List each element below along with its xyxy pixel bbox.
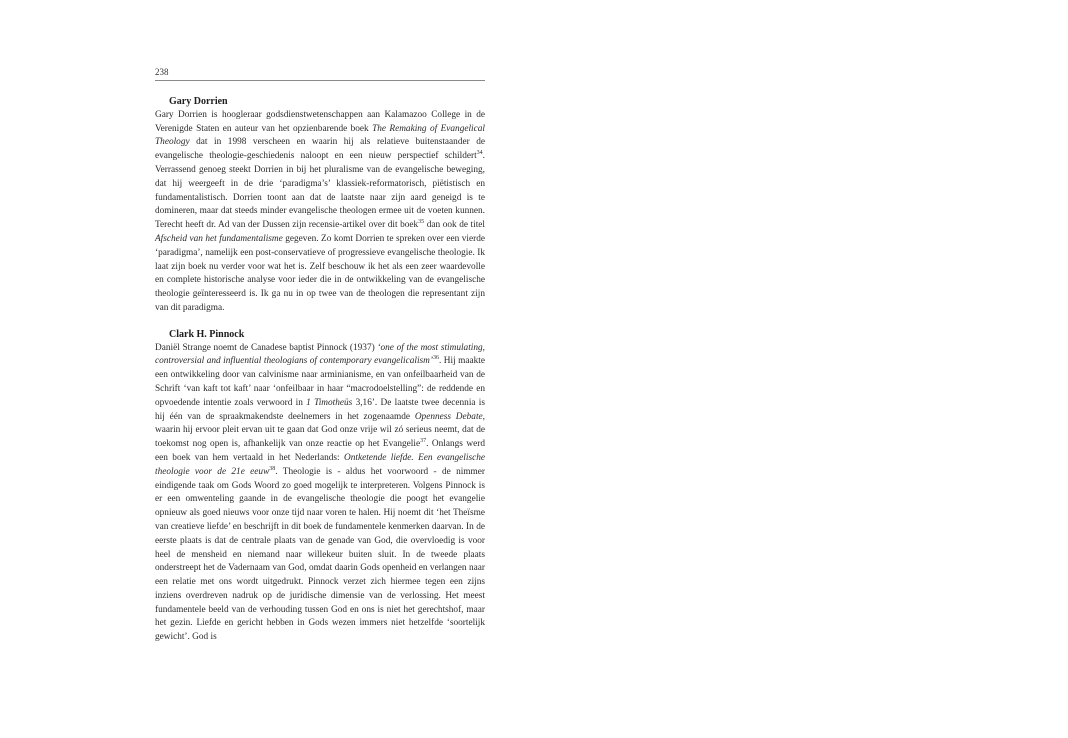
section-paragraph: [155, 109, 485, 316]
italic-text: 1 Timotheüs: [306, 397, 353, 408]
italic-text: Openness Debate: [414, 411, 483, 422]
body-text: . Theologie is - aldus het voorwoord - de nimmer eindigende taak om Gods Woord zo goed mogelijk te interpreteren. Volgens Pinnock is er een omwenteling gaande in de evangelische theologie die poogt het evangelie opnieuw als goed nieuws voor onze tijd naar voren te halen. Hij noemt dit ‘het Theïsme van creatieve liefde’ en beschrijft in dit boek de fundamentele kenmerken daarvan. In de eerste plaats is dat de centrale plaats van de genade van God, die overvloedig is voor heel de mensheid en niemand naar willekeur buiten sluit. In de tweede plaats onderstreept het de Vadernaam van God, omdat daarin Gods openheid en verlangen naar een relatie met ons wordt uitgedrukt. Pinnock verzet zich hiermee tegen een zijns inziens overdreven nadruk op de juridische dimensie van de verlossing. Het meest fundamentele beeld van de verhouding tussen God en ons is niet het gerechtshof, maar het gezin. Liefde en gericht hebben in Gods wezen immers niet hetzelfde ‘soortelijk gewicht’. God is: [155, 466, 485, 643]
body-text: dan ook de titel: [424, 220, 486, 231]
body-text: Gary Dorrien is hoogleraar godsdienstwetenschappen aan Kalamazoo College in de Verenigde Staten en auteur van het opzienbarende boek: [155, 109, 485, 134]
italic-text: ‘one of the most stimulating, controversial and influential theologians of contemporary evangelicalism’: [155, 342, 485, 367]
footnote-ref: 37: [420, 438, 427, 445]
body-text: Daniël Strange noemt de Canadese baptist Pinnock (1937): [155, 342, 378, 353]
body-text: . Hij maakte een ontwikkeling door van calvinisme naar arminianisme, en van onfeilbaarheid van de Schrift ‘van kaft tot kaft’ naar ‘onfeilbaar in haar “macrodoelstelling”: de reddende en opvoedende intentie zoals verwoord in: [155, 356, 485, 408]
body-text: . Verrassend genoeg steekt Dorrien in bij het pluralisme van de evangelische beweging, dat hij weergeeft in de drie ‘paradigma’s’ klassiek-reformatorisch, piëtistisch en fundamentalistisch. Dorrien toont aan dat de laatste naar zijn aard geneigd is te domineren, maar dat steeds minder evangelische theologen ermee uit de voeten kunnen. Terecht heeft dr. Ad van der Dussen zijn recensie-artikel over dit boek: [155, 151, 485, 231]
body-text: gegeven. Zo komt Dorrien te spreken over een vierde ‘paradigma’, namelijk een post-conservatieve of progressieve evangelische theologie. Ik laat zijn boek nu verder voor wat het is. Zelf beschouw ik het als een zeer waardevolle en complete historische analyse voor ieder die in de ontwikkeling van de evangelische theologie geïnteresseerd is. Ik ga nu in op twee van de theologen die representant zijn van dit paradigma.: [155, 233, 485, 313]
section-gary-dorrien: [155, 95, 485, 316]
italic-text: Ontketende liefde. Een evangelische theologie voor de 21e eeuw: [155, 452, 485, 477]
page-number: 238: [155, 66, 485, 81]
footnote-ref: 36: [432, 355, 439, 362]
section-paragraph: [155, 342, 485, 646]
footnote-ref: 38: [269, 465, 276, 472]
section-clark-pinnock: [155, 328, 485, 645]
italic-text: The Remaking of Evangelical Theology: [155, 123, 485, 148]
body-text: 3,16’. De laatste twee decennia is hij één van de spraakmakendste deelnemers in het zogenaamde: [155, 397, 485, 422]
body-text: . Onlangs werd een boek van hem vertaald in het Nederlands:: [155, 439, 485, 463]
body-text: dat in 1998 verscheen en waarin hij als relatieve buitenstaander de evangelische theologie-geschiedenis naloopt en een nieuw perspectief schildert: [155, 137, 485, 162]
footnote-ref: 34: [476, 150, 483, 157]
italic-text: Afscheid van het fundamentalisme: [155, 233, 283, 244]
section-heading: Clark H. Pinnock: [169, 328, 245, 340]
footnote-ref: 35: [418, 219, 425, 226]
body-text: , waarin hij ervoor pleit ervan uit te gaan dat God onze vrije wil zó serieus neemt, dat de toekomst nog open is, afhankelijk van onze reactie op het Evangelie: [155, 411, 485, 450]
text-column: [155, 66, 485, 657]
section-heading: Gary Dorrien: [169, 96, 228, 107]
